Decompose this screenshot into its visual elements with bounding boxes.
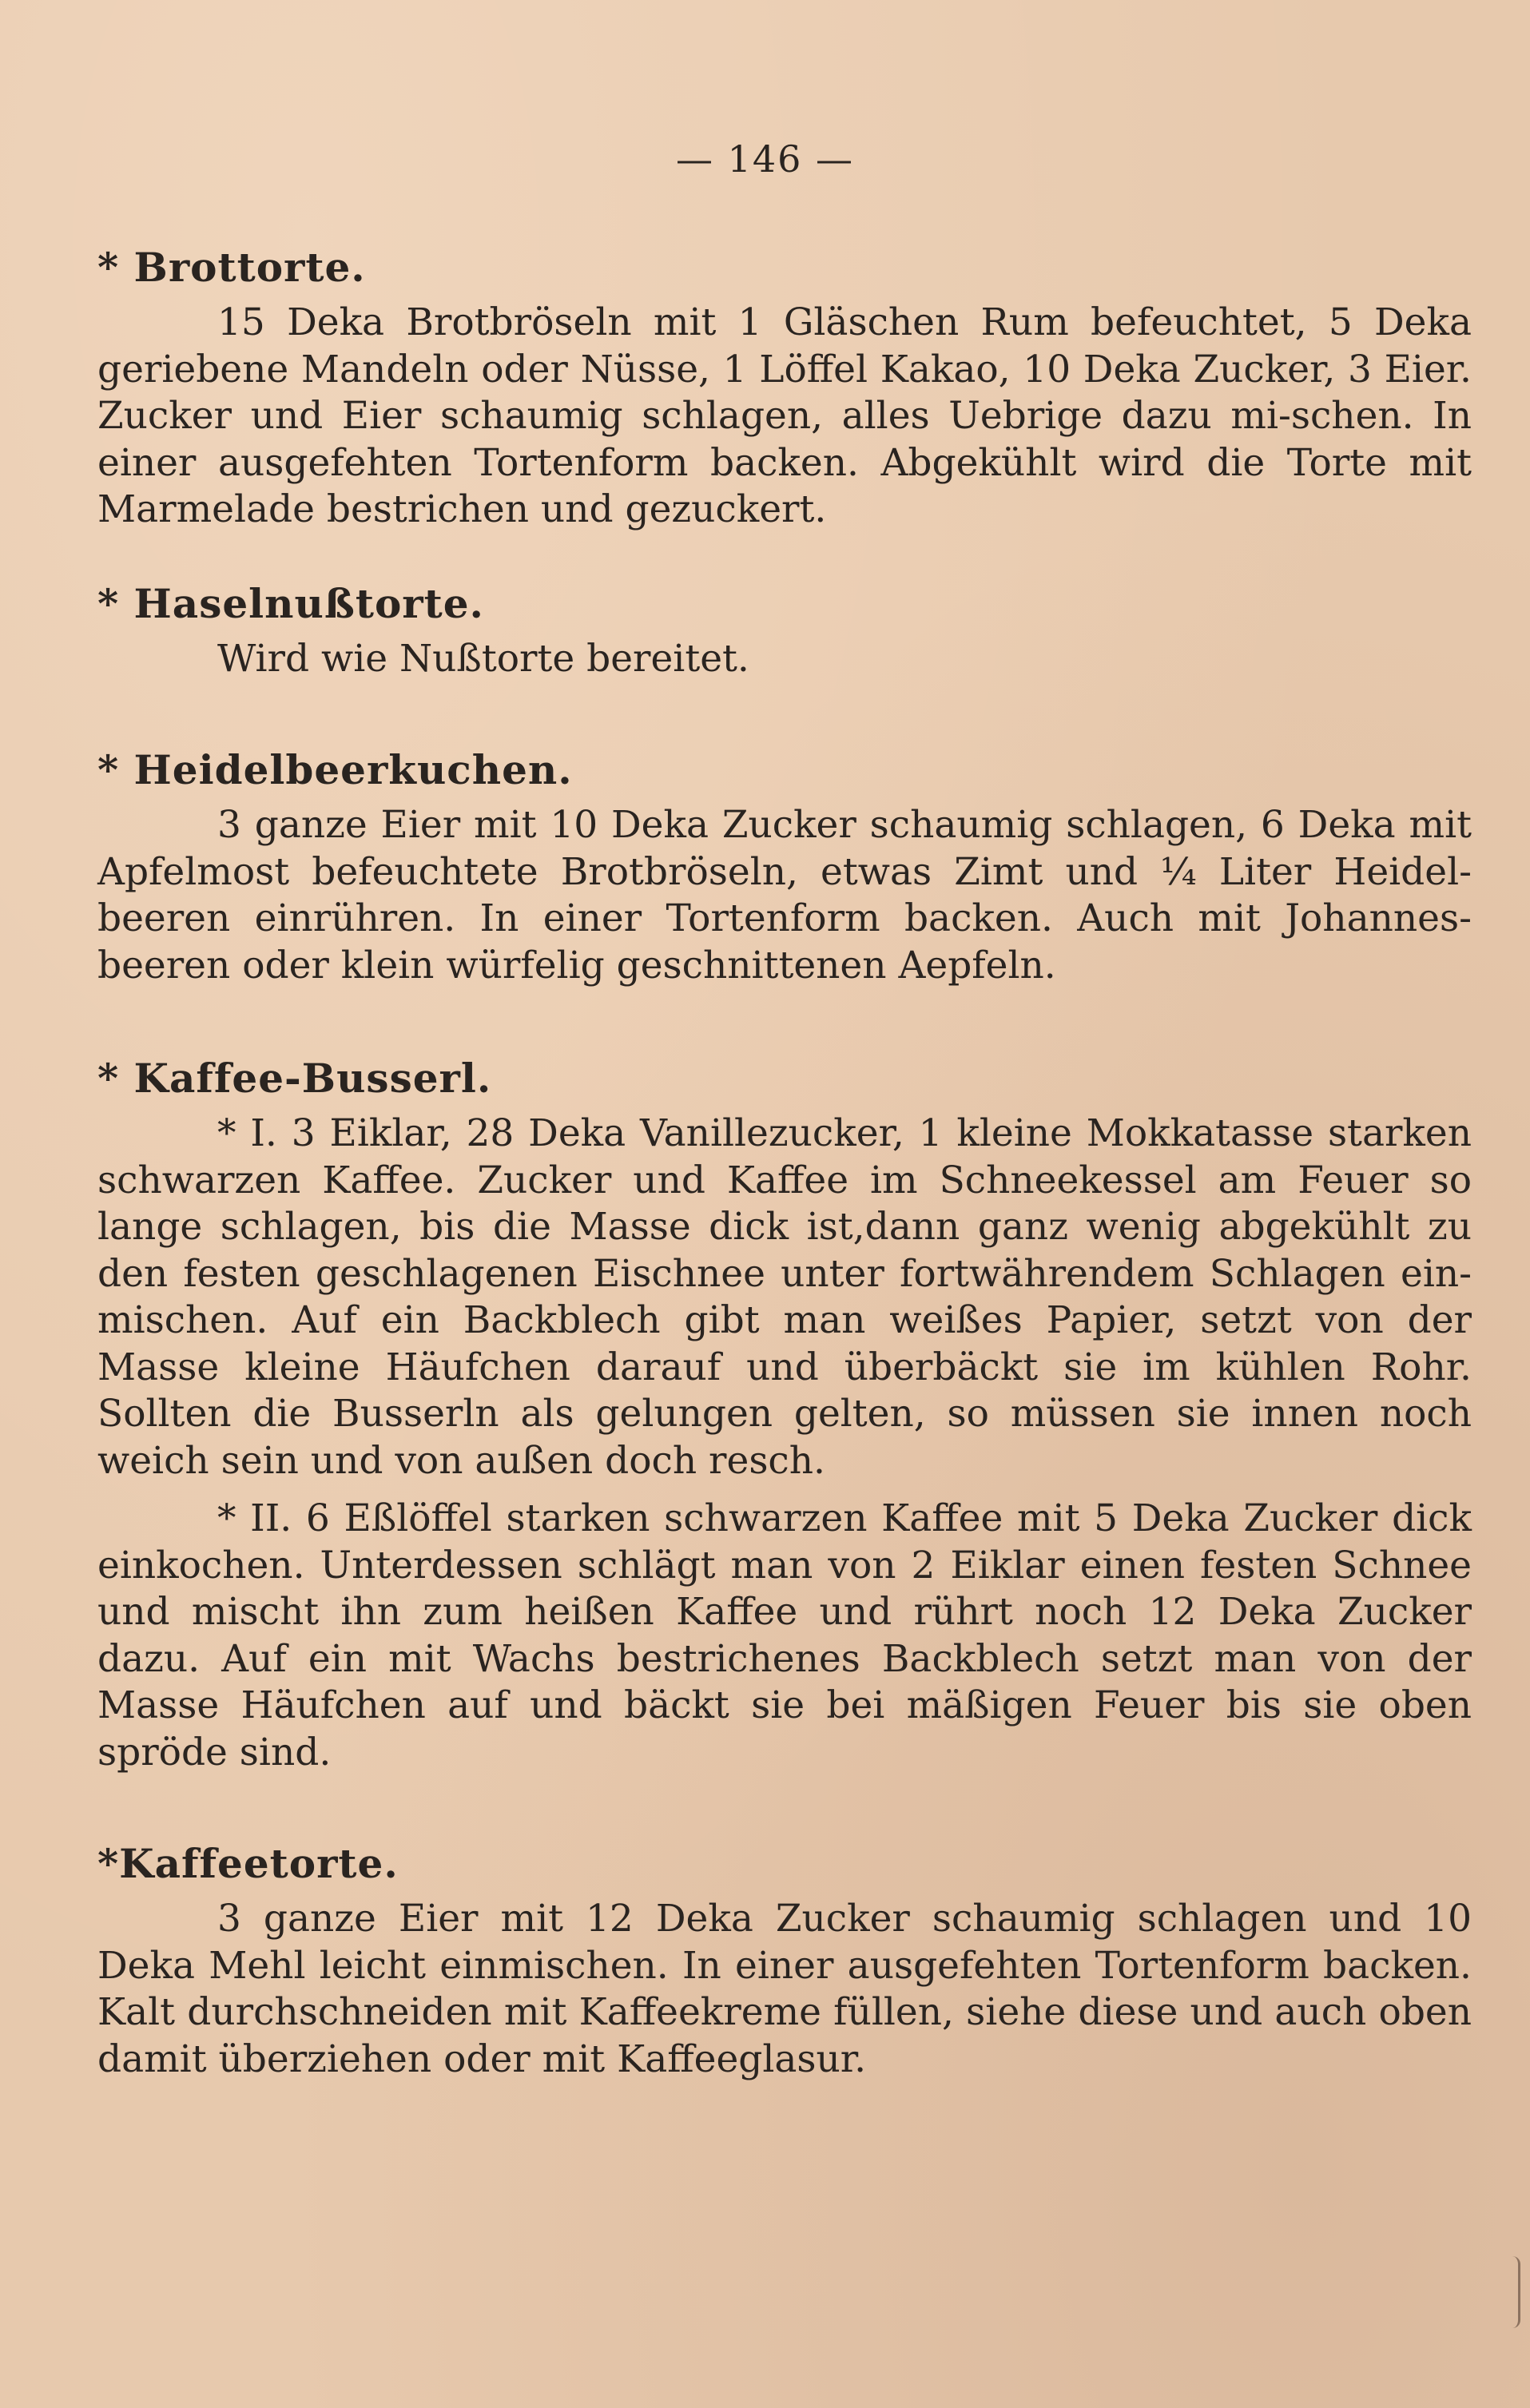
recipe-paragraph: Wird wie Nußtorte bereitet. [217,636,749,681]
recipe-title: * Kaffee-Busserl. [97,1055,492,1102]
recipe-kaffee-busserl [97,1055,1472,1776]
recipe-haselnusstorte [97,580,1472,683]
recipe-title: * Heidelbeerkuchen. [97,746,573,793]
page-edge-mark [1510,2256,1520,2328]
recipe-paragraph: 15 Deka Brotbröseln mit 1 Gläschen Rum befeuchtet, 5 Deka geriebene Mandeln oder Nüsse, 1 Löffel Kakao, 10 Deka Zucker, 3 Eier. Zucker und Eier schaumig schlagen, alles Uebrige dazu mi-schen. In einer ausgefehten Tortenform backen. Abgekühlt wird die Torte mit Marmelade bestrichen und gezuckert. [97,300,1472,531]
recipe-paragraph: 3 ganze Eier mit 10 Deka Zucker schaumig schlagen, 6 Deka mit Apfelmost befeuchtete Brotbröseln, etwas Zimt und ¼ Liter Heidel-beeren einrühren. In einer Tortenform backen. Auch mit Johannes-beeren oder klein würfelig geschnittenen Aepfeln. [97,803,1472,987]
page-content [97,244,1472,2083]
recipe-heidelbeerkuchen [97,746,1472,989]
recipe-title: *Kaffeetorte. [97,1840,399,1887]
recipe-title: * Haselnußtorte. [97,579,484,627]
recipe-brottorte [97,244,1472,534]
page-number: — 146 — [675,137,855,181]
recipe-paragraph: * I. 3 Eiklar, 28 Deka Vanillezucker, 1 kleine Mokkatasse starken schwarzen Kaffee. Zucker und Kaffee im Schneekessel am Feuer so lange schlagen, bis die Masse dick ist,dann ganz wenig abgekühlt zu den festen geschlagenen Eischnee unter fortwährendem Schlagen ein-mischen. Auf ein Backblech gibt man weißes Papier, setzt von der Masse kleine Häufchen darauf und überbäckt sie im kühlen Rohr. Sollten die Busserln als gelungen gelten, so müssen sie innen noch weich sein und von außen doch resch. [97,1111,1472,1483]
recipe-paragraph: * II. 6 Eßlöffel starken schwarzen Kaffee mit 5 Deka Zucker dick einkochen. Unterdessen schlägt man von 2 Eiklar einen festen Schnee und mischt ihn zum heißen Kaffee und rührt noch 12 Deka Zucker dazu. Auf ein mit Wachs bestrichenes Backblech setzt man von der Masse Häufchen auf und bäckt sie bei mäßigen Feuer bis sie oben spröde sind. [97,1496,1472,1774]
recipe-title: * Brottorte. [97,244,366,291]
recipe-kaffeetorte [97,1840,1472,2083]
recipe-paragraph: 3 ganze Eier mit 12 Deka Zucker schaumig schlagen und 10 Deka Mehl leicht einmischen. In einer ausgefehten Tortenform backen. Kalt durchschneiden mit Kaffeekreme füllen, siehe diese und auch oben damit überziehen oder mit Kaffeeglasur. [97,1897,1472,2081]
